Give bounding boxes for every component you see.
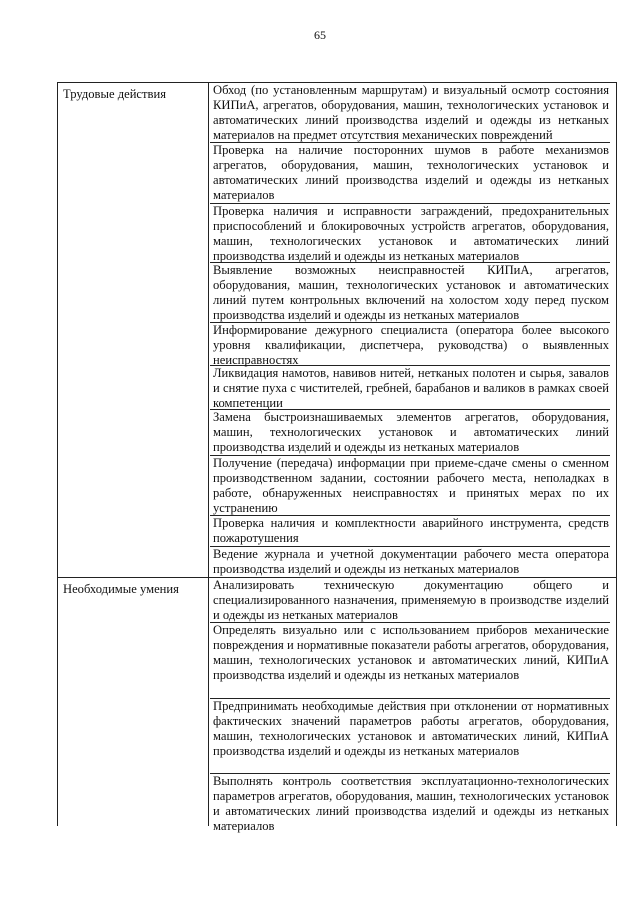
labor-action-item: Замена быстроизнашиваемых элементов агрегатов, оборудования, машин, технологических установок и автоматических линий производства изделий и одежды из нетканых материалов [210,410,610,456]
labor-action-item: Проверка на наличие посторонних шумов в работе механизмов агрегатов, оборудования, машин, технологических установок и автоматических линий производства изделий и одежды из нетканых материалов [210,143,610,204]
labor-action-item: Информирование дежурного специалиста (оператора более высокого уровня квалификации, диспетчера, руководства) о выявленных неисправностях [210,323,610,366]
skill-item: Анализировать техническую документацию общего и специализированного назначения, применяемую в производстве изделий и одежды из нетканых материалов [210,578,610,623]
column-divider [208,83,209,826]
skill-item: Предпринимать необходимые действия при отклонении от нормативных фактических значений параметров работы агрегатов, оборудования, машин, технологических установок и автоматических линий, КИПиА производства изделий и одежды из нетканых материалов [210,699,610,774]
section-label-labor-actions: Трудовые действия [63,87,167,101]
labor-action-item: Проверка наличия и комплектности аварийного инструмента, средств пожаротушения [210,516,610,547]
labor-action-item: Ликвидация намотов, навивов нитей, нетканых полотен и сырья, завалов и снятие пуха с чистителей, гребней, барабанов и валиков в рамках своей компетенции [210,366,610,410]
labor-action-item: Ведение журнала и учетной документации рабочего места оператора производства изделий и одежды из нетканых материалов [213,547,609,576]
page-number: 65 [314,28,326,42]
labor-action-item: Проверка наличия и исправности заграждений, предохранительных приспособлений и блокировочных устройств агрегатов, оборудования, машин, технологических установок и автоматических линий производства изделий и одежды из нетканых материалов [210,204,610,263]
labor-action-item: Получение (передача) информации при приеме-сдаче смены о сменном производственном задании, состоянии рабочего места, неполадках в работе, обнаруженных неисправностях и принятых мерах по их устранению [210,456,610,516]
skill-item: Определять визуально или с использованием приборов механические повреждения и нормативные показатели работы агрегатов, оборудования, машин, технологических установок и автоматических линий, КИПиА производства изделий и одежды из нетканых материалов [210,623,610,699]
labor-action-item: Обход (по установленным маршрутам) и визуальный осмотр состояния КИПиА, агрегатов, оборудования, машин, технологических установок и автоматических линий производства изделий и одежды из нетканых материалов на предмет отсутствия механических повреждений [210,83,610,143]
labor-action-item: Выявление возможных неисправностей КИПиА, агрегатов, оборудования, машин, технологических установок и автоматических линий путем контрольных включений на холостом ходу перед пуском производства изделий и одежды из нетканых материалов [210,263,610,323]
section-label-required-skills: Необходимые умения [63,582,179,596]
competency-table [57,82,617,833]
skill-item: Выполнять контроль соответствия эксплуатационно-технологических параметров агрегатов, оборудования, машин, технологических установок и автоматических линий производства изделий и одежды из нетканых материалов [213,774,609,833]
